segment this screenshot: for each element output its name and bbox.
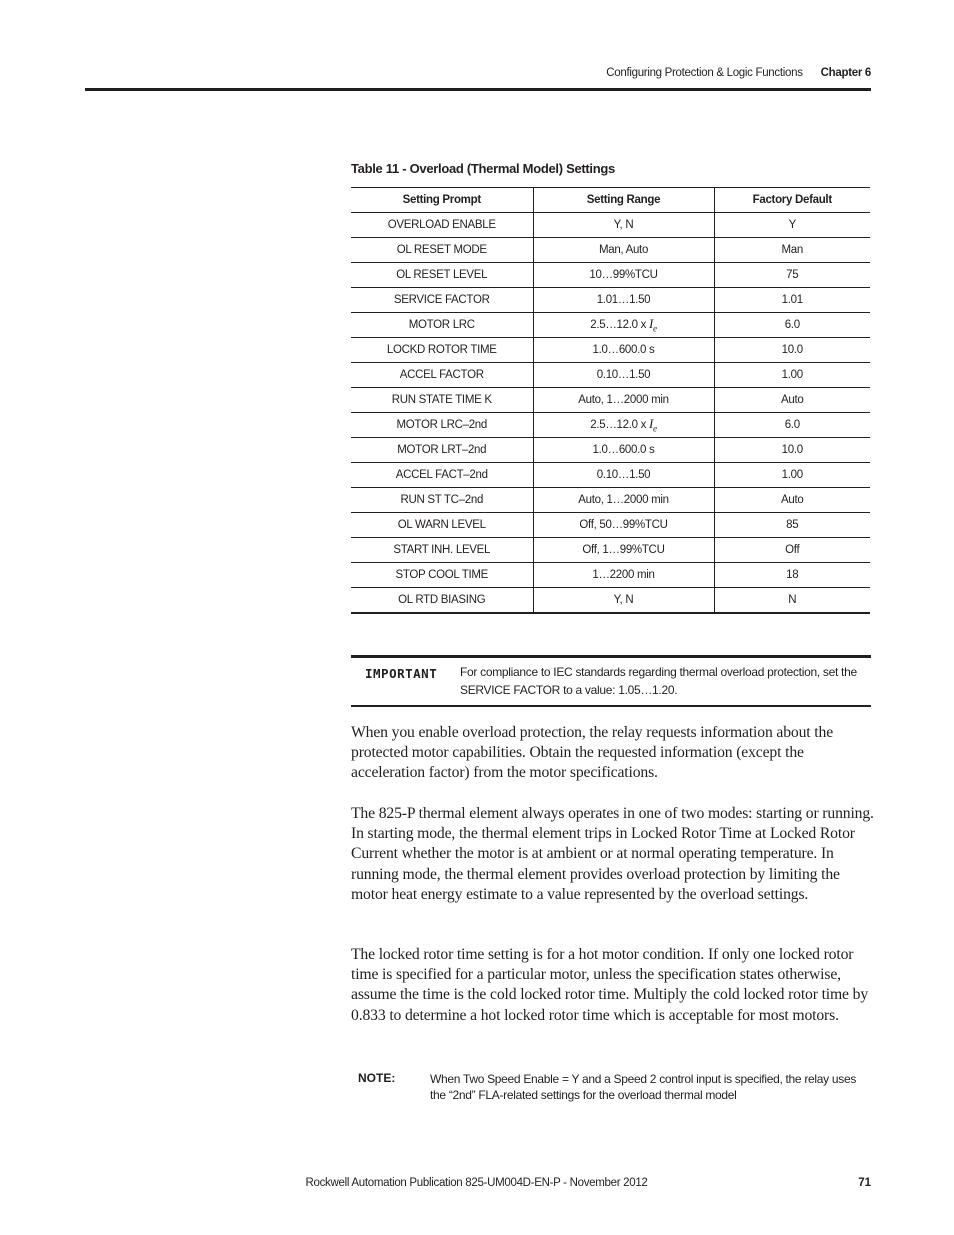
setting-range-text: 1.01…1.50 <box>596 294 651 306</box>
setting-range-cell <box>533 538 714 563</box>
table-row <box>351 288 870 313</box>
note-label: NOTE: <box>358 1071 396 1085</box>
setting-range-cell <box>533 588 714 614</box>
setting-range-text: 0.10…1.50 <box>596 369 651 381</box>
setting-range-text: 1.0…600.0 s <box>592 444 655 456</box>
important-text: For compliance to IEC standards regarding thermal overload protection, set the SERVICE FACTOR to a value: 1.05…1.20. <box>460 665 857 697</box>
table-row <box>351 388 870 413</box>
table-row <box>351 538 870 563</box>
setting-range-cell <box>533 438 714 463</box>
table-row <box>351 363 870 388</box>
table-row <box>351 263 870 288</box>
current-variable: $I_e$ <box>648 316 657 334</box>
setting-prompt-cell: MOTOR LRC–2nd <box>351 413 533 438</box>
setting-range-text: Off, 50…99%TCU <box>579 519 668 531</box>
table-row <box>351 588 870 614</box>
setting-prompt-cell: OL RESET LEVEL <box>351 263 533 288</box>
setting-range-cell <box>533 488 714 513</box>
setting-prompt-cell: OL RESET MODE <box>351 238 533 263</box>
factory-default-cell: 18 <box>714 563 870 588</box>
factory-default-cell: Man <box>714 238 870 263</box>
footer-publication: Rockwell Automation Publication 825-UM004D-EN-P - November 2012 <box>305 1177 648 1189</box>
header-rule <box>85 88 871 91</box>
body-paragraph: When you enable overload protection, the relay requests information about the protected motor capabilities. Obtain the requested information (except the acceleration factor) from the motor specifications. <box>351 724 834 782</box>
setting-prompt-cell: OL RTD BIASING <box>351 588 533 614</box>
table-row <box>351 338 870 363</box>
factory-default-cell: 1.01 <box>714 288 870 313</box>
setting-prompt-cell: OL WARN LEVEL <box>351 513 533 538</box>
header-chapter: Chapter 6 <box>820 67 871 79</box>
factory-default-cell: 10.0 <box>714 338 870 363</box>
page-number: 71 <box>858 1177 871 1189</box>
running-header <box>0 67 871 79</box>
setting-range-cell <box>533 563 714 588</box>
factory-default-cell: 85 <box>714 513 870 538</box>
table-row <box>351 463 870 488</box>
table-row <box>351 563 870 588</box>
factory-default-cell: Auto <box>714 488 870 513</box>
factory-default-cell: 6.0 <box>714 413 870 438</box>
factory-default-cell: N <box>714 588 870 614</box>
factory-default-cell: 1.00 <box>714 463 870 488</box>
note-text: When Two Speed Enable = Y and a Speed 2 control input is specified, the relay uses the “2nd” FLA-related settings for the overload thermal model <box>430 1072 857 1102</box>
factory-default-cell: 75 <box>714 263 870 288</box>
setting-range-text: 10…99%TCU <box>589 269 658 281</box>
body-paragraph: The 825-P thermal element always operates in one of two modes: starting or running. In starting mode, the thermal element trips in Locked Rotor Time at Locked Rotor Current whether the motor is at ambient or at normal operating temperature. In running mode, the thermal element provides overload protection by limiting the motor heat energy estimate to a value represented by the overload settings. <box>351 805 874 903</box>
setting-range-cell <box>533 338 714 363</box>
setting-range-cell <box>533 238 714 263</box>
current-variable: $I_e$ <box>648 416 657 434</box>
factory-default-cell: Y <box>714 213 870 238</box>
table-row <box>351 313 870 338</box>
setting-range-cell <box>533 288 714 313</box>
important-callout <box>351 655 871 707</box>
table-row <box>351 513 870 538</box>
column-header-setting-prompt: Setting Prompt <box>351 188 533 213</box>
setting-range-text: Y, N <box>613 219 634 231</box>
setting-prompt-cell: RUN STATE TIME K <box>351 388 533 413</box>
setting-range-text: Man, Auto <box>598 244 649 256</box>
table-header-row <box>351 188 870 213</box>
important-label: IMPORTANT <box>365 666 438 681</box>
setting-range-cell <box>533 213 714 238</box>
setting-prompt-cell: MOTOR LRC <box>351 313 533 338</box>
table-row <box>351 238 870 263</box>
setting-range-cell <box>533 313 714 338</box>
column-header-setting-range: Setting Range <box>533 188 714 213</box>
setting-range-text: Auto, 1…2000 min <box>578 494 669 506</box>
setting-prompt-cell: START INH. LEVEL <box>351 538 533 563</box>
setting-range-text: 1.0…600.0 s <box>592 344 655 356</box>
setting-prompt-cell: ACCEL FACTOR <box>351 363 533 388</box>
table-caption: Table 11 - Overload (Thermal Model) Settings <box>351 161 615 176</box>
setting-range-cell <box>533 388 714 413</box>
factory-default-cell: 10.0 <box>714 438 870 463</box>
setting-range-text: 2.5…12.0 x <box>590 319 649 332</box>
setting-prompt-cell: ACCEL FACT–2nd <box>351 463 533 488</box>
factory-default-cell: Off <box>714 538 870 563</box>
setting-range-text: 1…2200 min <box>592 569 655 581</box>
setting-range-cell <box>533 263 714 288</box>
setting-range-cell <box>533 413 714 438</box>
setting-range-cell <box>533 363 714 388</box>
setting-prompt-cell: OVERLOAD ENABLE <box>351 213 533 238</box>
setting-range-cell <box>533 463 714 488</box>
body-paragraph: The locked rotor time setting is for a hot motor condition. If only one locked rotor time is specified for a particular motor, unless the specification states otherwise, assume the time is the cold locked rotor time. Multiply the cold locked rotor time by 0.833 to determine a hot locked rotor time which is acceptable for most motors. <box>351 946 869 1024</box>
setting-range-text: Off, 1…99%TCU <box>582 544 665 556</box>
factory-default-cell: Auto <box>714 388 870 413</box>
header-section-title: Configuring Protection & Logic Functions <box>606 67 803 79</box>
factory-default-cell: 1.00 <box>714 363 870 388</box>
setting-prompt-cell: LOCKD ROTOR TIME <box>351 338 533 363</box>
column-header-factory-default: Factory Default <box>714 188 870 213</box>
setting-prompt-cell: RUN ST TC–2nd <box>351 488 533 513</box>
setting-prompt-cell: SERVICE FACTOR <box>351 288 533 313</box>
table-row <box>351 438 870 463</box>
setting-range-text: 0.10…1.50 <box>596 469 651 481</box>
table-row <box>351 213 870 238</box>
setting-range-text: Auto, 1…2000 min <box>578 394 669 406</box>
setting-prompt-cell: MOTOR LRT–2nd <box>351 438 533 463</box>
table-row <box>351 488 870 513</box>
setting-range-text: 2.5…12.0 x <box>590 419 649 432</box>
setting-prompt-cell: STOP COOL TIME <box>351 563 533 588</box>
factory-default-cell: 6.0 <box>714 313 870 338</box>
settings-table <box>351 187 870 614</box>
setting-range-cell <box>533 513 714 538</box>
table-row <box>351 413 870 438</box>
setting-range-text: Y, N <box>613 594 634 606</box>
table-body <box>351 213 870 614</box>
